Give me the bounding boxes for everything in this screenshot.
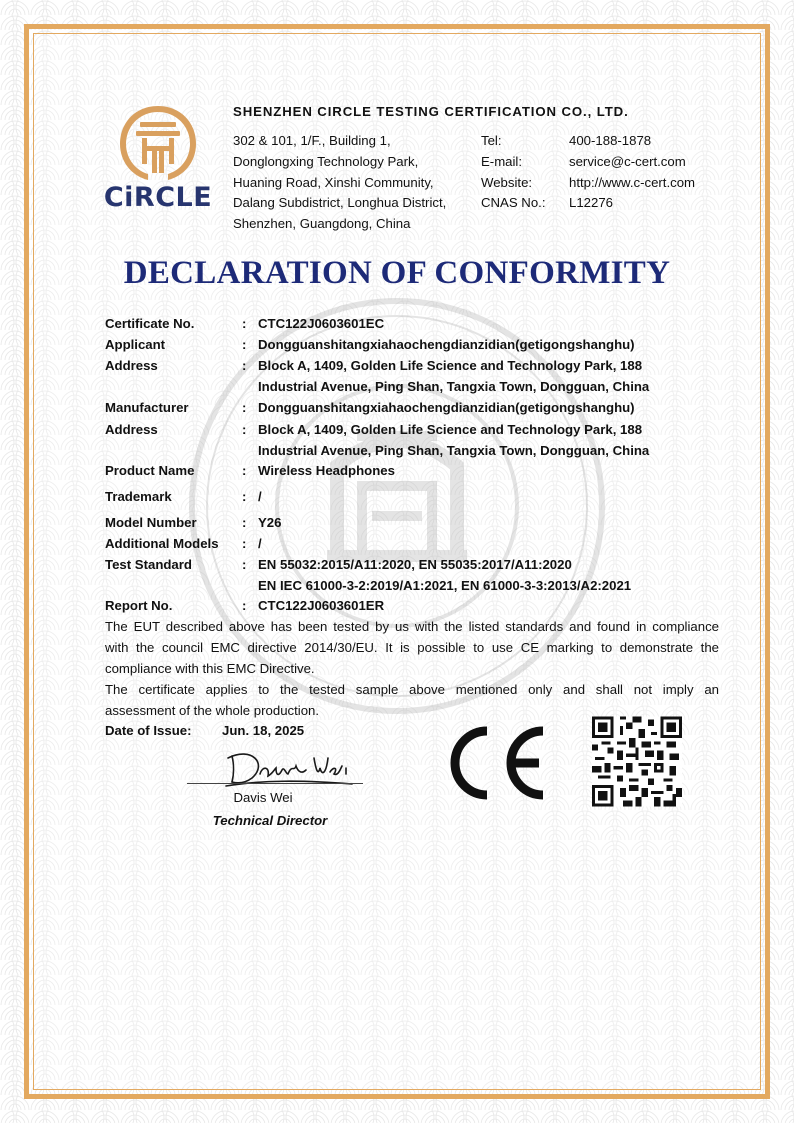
- applicant-address-label: Address: [105, 358, 158, 373]
- statement-line: The EUT described above has been tested by us with the listed standards and found in compliance: [105, 619, 719, 634]
- ce-mark-icon: [441, 725, 547, 801]
- product-name-label: Product Name: [105, 463, 195, 478]
- qr-code-icon: [592, 716, 682, 807]
- test-standard-label: Test Standard: [105, 557, 192, 572]
- cnas-label: CNAS No.:: [481, 195, 546, 211]
- statement-line: compliance with this EMC Directive.: [105, 660, 315, 676]
- address-line: 302 & 101, 1/F., Building 1,: [233, 133, 391, 148]
- colon: :: [242, 337, 247, 352]
- company-address: [233, 131, 446, 235]
- signature-line: [187, 783, 363, 784]
- manufacturer-address-line: Block A, 1409, Golden Life Science and Technology Park, 188: [258, 422, 643, 437]
- address-line: Donglongxing Technology Park,: [233, 153, 419, 169]
- colon: :: [242, 489, 247, 504]
- test-standard-line: EN IEC 61000-3-2:2019/A1:2021, EN 61000-3-3:2013/A2:2021: [258, 578, 632, 593]
- colon: :: [242, 598, 247, 613]
- contact-values: [569, 131, 695, 214]
- certificate-no-value: CTC122J0603601EC: [258, 316, 385, 331]
- email-value: service@c-cert.com: [569, 153, 686, 169]
- manufacturer-label: Manufacturer: [105, 400, 189, 415]
- colon: :: [242, 463, 247, 478]
- additional-models-label: Additional Models: [105, 536, 219, 551]
- date-of-issue-value: Jun. 18, 2025: [222, 723, 305, 738]
- trademark-label: Trademark: [105, 489, 172, 504]
- email-label: E-mail:: [481, 153, 523, 169]
- model-number-value: Y26: [258, 515, 282, 530]
- trademark-value: /: [258, 489, 262, 504]
- colon: :: [242, 557, 247, 572]
- website-value: http://www.c-cert.com: [569, 174, 696, 190]
- colon: :: [242, 358, 247, 373]
- model-number-label: Model Number: [105, 515, 197, 530]
- colon: :: [242, 515, 247, 530]
- signer-name: Davis Wei: [233, 790, 293, 805]
- manufacturer-address-label: Address: [105, 422, 158, 437]
- circle-logo-icon: [96, 104, 220, 184]
- date-of-issue-label: Date of Issue:: [105, 723, 192, 738]
- report-no-value: CTC122J0603601ER: [258, 598, 385, 613]
- address-line: Shenzhen, Guangdong, China: [233, 216, 411, 232]
- company-name: SHENZHEN CIRCLE TESTING CERTIFICATION CO., LTD.: [233, 104, 629, 119]
- website-label: Website:: [481, 174, 533, 190]
- certificate-no-label: Certificate No.: [105, 316, 195, 331]
- colon: :: [242, 400, 247, 415]
- tel-value: 400-188-1878: [569, 133, 652, 148]
- additional-models-value: /: [258, 536, 262, 551]
- tel-label: Tel:: [481, 133, 502, 148]
- company-logo: [96, 104, 220, 216]
- address-line: Dalang Subdistrict, Longhua District,: [233, 195, 447, 211]
- compliance-statement: [105, 617, 719, 679]
- report-no-label: Report No.: [105, 598, 173, 613]
- statement-line: The certificate applies to the tested sample above mentioned only and shall not imply an: [105, 682, 719, 697]
- cnas-value: L12276: [569, 195, 614, 211]
- applicant-value: Dongguanshitangxiahaochengdianzidian(getigongshanghu): [258, 337, 635, 352]
- statement-line: assessment of the whole production.: [105, 702, 320, 718]
- colon: :: [242, 536, 247, 551]
- applicant-address-line: Block A, 1409, Golden Life Science and Technology Park, 188: [258, 358, 643, 373]
- manufacturer-address-line: Industrial Avenue, Ping Shan, Tangxia Town, Dongguan, China: [258, 443, 650, 458]
- address-line: Huaning Road, Xinshi Community,: [233, 174, 434, 190]
- applicant-label: Applicant: [105, 337, 166, 352]
- contact-labels: [481, 131, 546, 214]
- statement-line: with the council EMC directive 2014/30/EU. It is possible to use CE marking to demonstrate the: [105, 639, 719, 655]
- product-name-value: Wireless Headphones: [258, 463, 395, 478]
- test-standard-line: EN 55032:2015/A11:2020, EN 55035:2017/A11:2020: [258, 557, 572, 572]
- signer-title: Technical Director: [212, 813, 328, 828]
- manufacturer-value: Dongguanshitangxiahaochengdianzidian(getigongshanghu): [258, 400, 635, 415]
- applicant-address-line: Industrial Avenue, Ping Shan, Tangxia Town, Dongguan, China: [258, 379, 650, 394]
- document-title: DECLARATION OF CONFORMITY: [123, 255, 671, 291]
- signature-image: [222, 744, 362, 788]
- colon: :: [242, 422, 247, 437]
- colon: :: [242, 316, 247, 331]
- logo-wordmark: CiRCLE: [103, 182, 213, 213]
